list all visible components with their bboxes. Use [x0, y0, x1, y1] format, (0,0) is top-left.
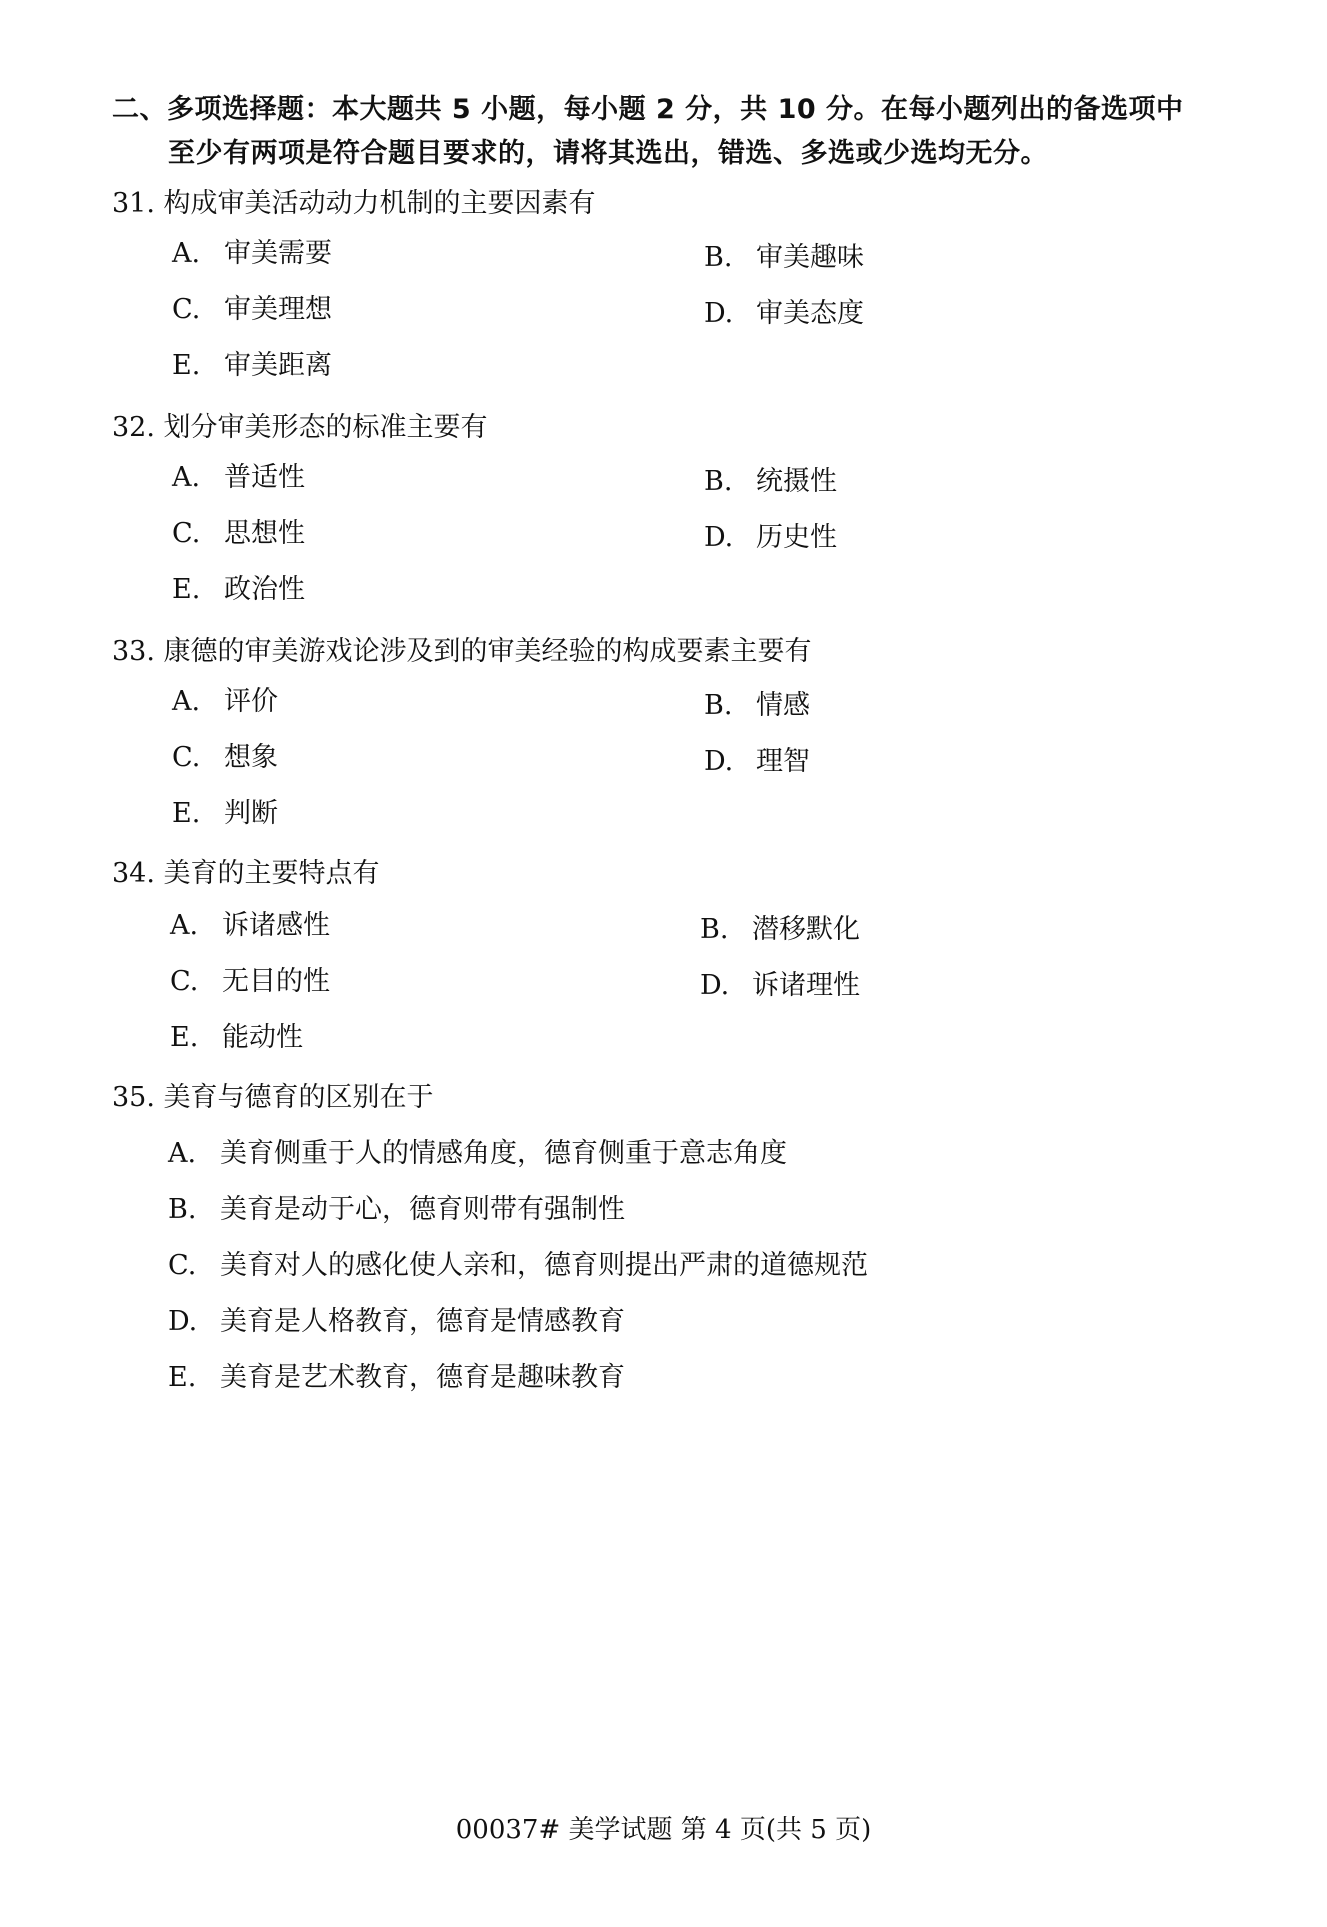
option-d: [704, 742, 810, 782]
option-text: 历史性: [756, 522, 837, 553]
question-text: 美育与德育的区别在于: [163, 1082, 434, 1113]
option-letter: E.: [170, 1022, 199, 1053]
option-a: [168, 1134, 787, 1174]
option-text: 美育是动于心，德育则带有强制性: [220, 1194, 625, 1225]
option-a: [172, 234, 332, 274]
question-number: 33.: [112, 636, 155, 667]
option-text: 统摄性: [756, 466, 837, 497]
option-letter: C.: [168, 1250, 197, 1281]
option-letter: C.: [172, 294, 201, 325]
option-letter: A.: [172, 238, 201, 269]
option-letter: C.: [170, 966, 199, 997]
option-text: 美育对人的感化使人亲和，德育则提出严肃的道德规范: [220, 1250, 868, 1281]
question-number: 31.: [112, 188, 155, 219]
option-letter: A.: [172, 686, 201, 717]
section-header-line1: 二、多项选择题：本大题共 5 小题，每小题 2 分，共 10 分。在每小题列出的备选项中: [112, 94, 1184, 125]
option-a: [170, 906, 330, 946]
option-letter: E.: [168, 1362, 197, 1393]
option-text: 无目的性: [222, 966, 330, 997]
option-text: 想象: [224, 742, 278, 773]
question-text: 构成审美活动动力机制的主要因素有: [163, 188, 596, 219]
option-b: [704, 238, 864, 278]
option-c: [172, 514, 305, 554]
option-c: [168, 1246, 868, 1286]
option-d: [704, 294, 864, 334]
option-text: 美育是人格教育，德育是情感教育: [220, 1306, 625, 1337]
option-b: [168, 1190, 625, 1230]
option-text: 美育侧重于人的情感角度，德育侧重于意志角度: [220, 1138, 787, 1169]
option-text: 审美需要: [224, 238, 332, 269]
option-text: 审美趣味: [756, 242, 864, 273]
option-letter: D.: [700, 970, 730, 1001]
option-b: [700, 910, 860, 950]
question-text: 康德的审美游戏论涉及到的审美经验的构成要素主要有: [163, 636, 812, 667]
option-letter: C.: [172, 518, 201, 549]
question-text: 划分审美形态的标准主要有: [163, 412, 488, 443]
option-text: 思想性: [224, 518, 305, 549]
option-e: [172, 346, 332, 386]
question-33: [112, 632, 1232, 829]
option-c: [170, 962, 330, 1002]
option-e: [172, 570, 305, 610]
option-letter: B.: [168, 1194, 197, 1225]
question-number: 32.: [112, 412, 155, 443]
option-text: 判断: [224, 798, 278, 829]
option-letter: B.: [700, 914, 729, 945]
option-letter: D.: [704, 298, 734, 329]
option-letter: D.: [168, 1306, 198, 1337]
option-a: [172, 682, 278, 722]
option-a: [172, 458, 305, 498]
option-text: 能动性: [222, 1022, 303, 1053]
option-text: 评价: [224, 686, 278, 717]
page-footer: 00037# 美学试题 第 4 页(共 5 页): [455, 1815, 872, 1845]
option-d: [168, 1302, 625, 1342]
option-letter: A.: [168, 1138, 197, 1169]
section-header-line2: 至少有两项是符合题目要求的，请将其选出，错选、多选或少选均无分。: [168, 138, 1048, 169]
option-letter: E.: [172, 798, 201, 829]
option-e: [170, 1018, 303, 1058]
option-letter: B.: [704, 466, 733, 497]
option-text: 诉诸理性: [752, 970, 860, 1001]
option-d: [700, 966, 860, 1006]
question-35: [112, 1078, 1232, 1393]
question-stem: [112, 632, 1232, 672]
option-letter: C.: [172, 742, 201, 773]
option-d: [704, 518, 837, 558]
option-c: [172, 738, 278, 778]
option-text: 审美理想: [224, 294, 332, 325]
option-text: 潜移默化: [752, 914, 860, 945]
question-stem: [112, 1078, 1232, 1118]
question-34: [112, 854, 1232, 1053]
option-b: [704, 686, 810, 726]
option-text: 政治性: [224, 574, 305, 605]
question-stem: [112, 854, 1232, 894]
option-letter: E.: [172, 350, 201, 381]
option-letter: A.: [172, 462, 201, 493]
section-header: [112, 88, 1242, 176]
option-text: 审美距离: [224, 350, 332, 381]
option-text: 审美态度: [756, 298, 864, 329]
question-number: 34.: [112, 858, 155, 889]
option-letter: D.: [704, 522, 734, 553]
option-text: 普适性: [224, 462, 305, 493]
option-b: [704, 462, 837, 502]
option-letter: A.: [170, 910, 199, 941]
option-letter: E.: [172, 574, 201, 605]
question-32: [112, 408, 1232, 605]
option-text: 诉诸感性: [222, 910, 330, 941]
question-number: 35.: [112, 1082, 155, 1113]
option-letter: B.: [704, 690, 733, 721]
option-letter: B.: [704, 242, 733, 273]
question-stem: [112, 184, 1232, 224]
option-e: [168, 1358, 625, 1398]
question-31: [112, 184, 1232, 381]
option-text: 美育是艺术教育，德育是趣味教育: [220, 1362, 625, 1393]
option-text: 情感: [756, 690, 810, 721]
question-text: 美育的主要特点有: [163, 858, 380, 889]
option-e: [172, 794, 278, 834]
question-stem: [112, 408, 1232, 448]
option-text: 理智: [756, 746, 810, 777]
option-c: [172, 290, 332, 330]
option-letter: D.: [704, 746, 734, 777]
